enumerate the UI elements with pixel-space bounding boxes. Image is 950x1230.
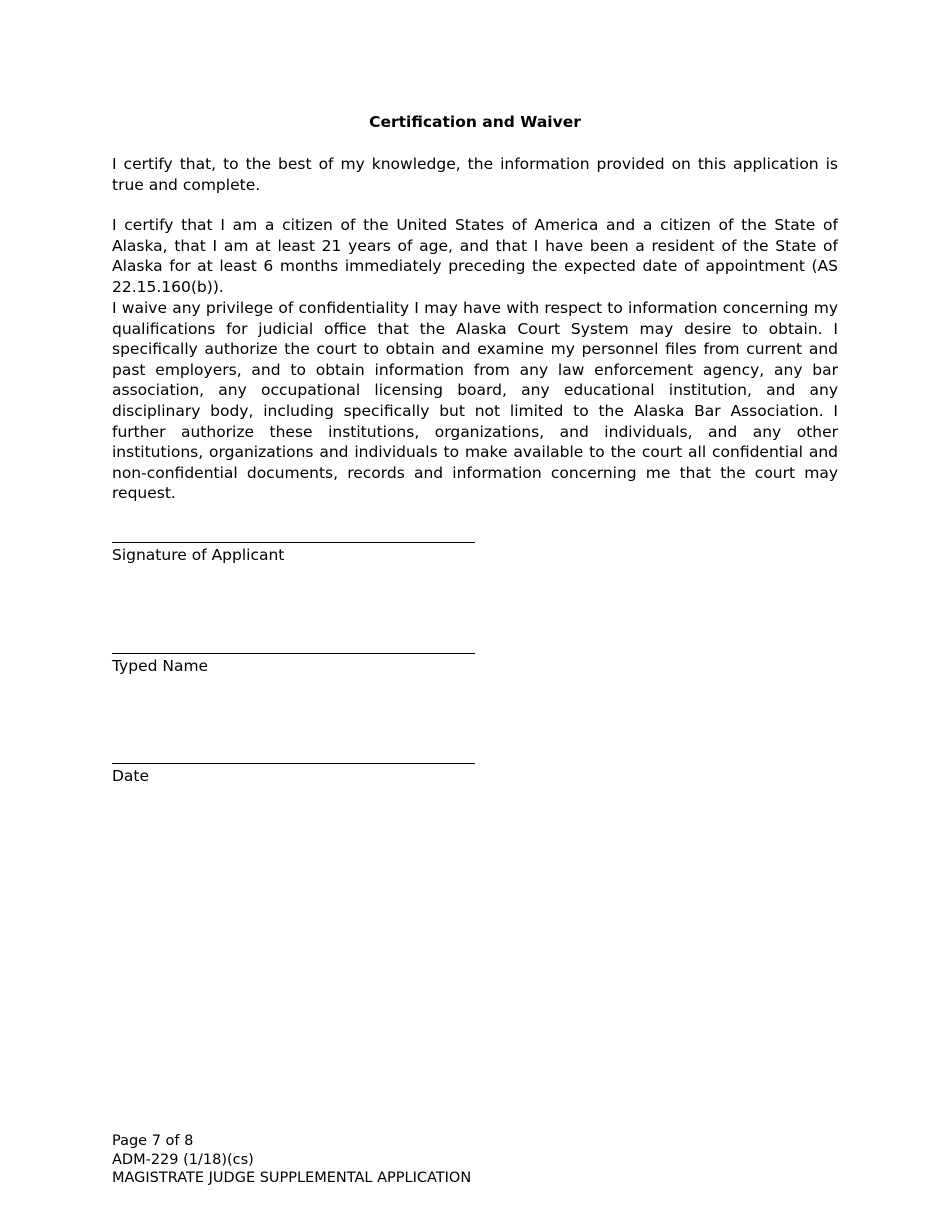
- typed-name-line[interactable]: [112, 653, 475, 654]
- waiver-paragraph: I waive any privilege of confidentiality I may have with respect to information concerning my qualifications for judicial office that the Alaska Court System may desire to obtain. I specifically authorize the court to obtain and examine my personnel files from current and past employers, and to obtain information from any law enforcement agency, any bar association, any occupational licensing board, any educational institution, and any disciplinary body, including specifically but not limited to the Alaska Bar Association. I further authorize these institutions, organizations, and individuals, and any other institutions, organizations and individuals to make available to the court all confidential and non-confidential documents, records and information concerning me that the court may request.: [112, 299, 838, 503]
- citizenship-paragraph: I certify that I am a citizen of the United States of America and a citizen of the State of Alaska, that I am at least 21 years of age, and that I have been a resident of the State of Alaska for at least 6 months immediately preceding the expected date of appointment (AS 22.15.160(b)).: [112, 216, 838, 296]
- signature-line[interactable]: [112, 542, 475, 543]
- form-title: MAGISTRATE JUDGE SUPPLEMENTAL APPLICATION: [112, 1170, 472, 1186]
- page-footer: [112, 1132, 471, 1188]
- date-line[interactable]: [112, 763, 475, 764]
- date-label: Date: [112, 767, 150, 785]
- page-number: Page 7 of 8: [112, 1133, 194, 1149]
- signature-label: Signature of Applicant: [112, 546, 285, 564]
- section-heading: Certification and Waiver: [369, 113, 581, 131]
- typed-name-label: Typed Name: [112, 657, 209, 675]
- form-id: ADM-229 (1/18)(cs): [112, 1151, 254, 1168]
- certification-paragraph: I certify that, to the best of my knowledge, the information provided on this application is true and complete.: [112, 155, 838, 194]
